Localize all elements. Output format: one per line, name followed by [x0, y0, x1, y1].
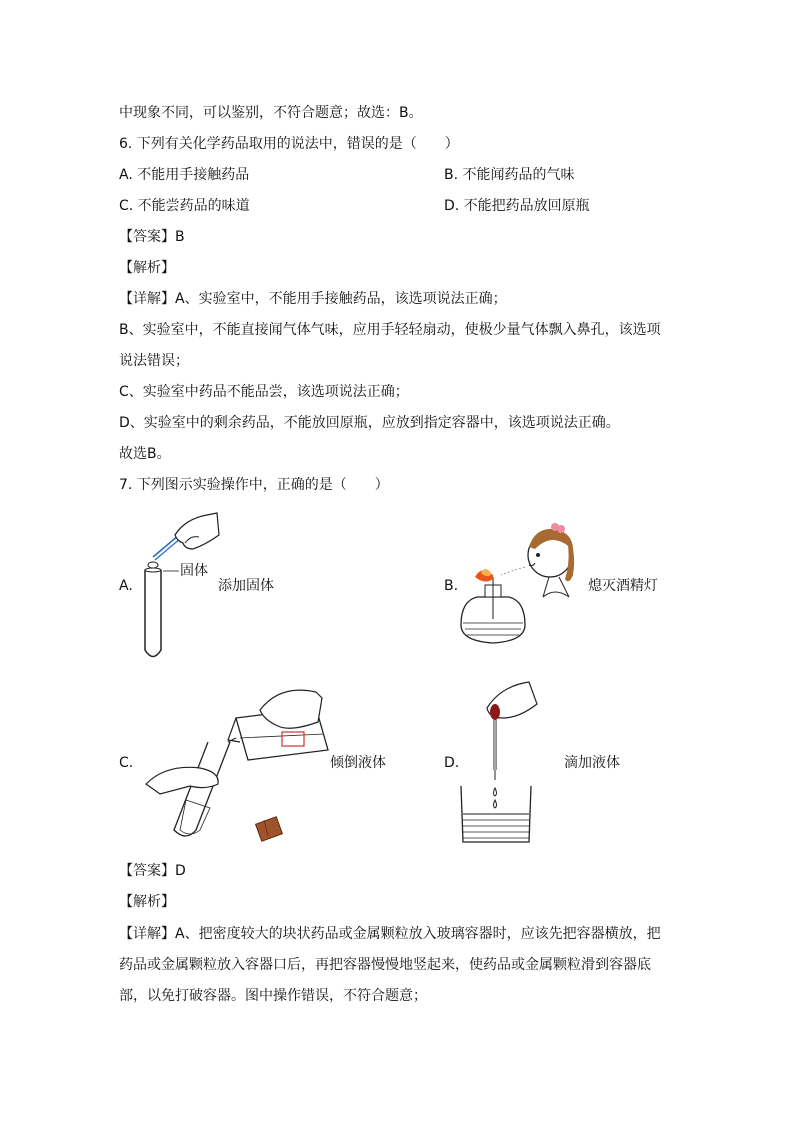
figure-d-drawing	[455, 678, 545, 848]
q6-option-a: A. 不能用手接触药品	[119, 167, 250, 183]
figure-b-letter: B.	[444, 578, 459, 594]
explanation-line: D、实验室中的剩余药品，不能放回原瓶，应放到指定容器中，该选项说法正确。	[119, 415, 620, 431]
explanation-line: 故选B。	[119, 446, 171, 462]
figure-c-letter: C.	[119, 755, 134, 771]
explanation-line: C、实验室中药品不能品尝，该选项说法正确；	[119, 384, 409, 400]
text-line: 中现象不同，可以鉴别，不符合题意；故选：B。	[119, 105, 423, 121]
figure-b-drawing	[455, 515, 590, 650]
q6-option-b: B. 不能闻药品的气味	[444, 167, 575, 183]
explanation-line: 【详解】A、把密度较大的块状药品或金属颗粒放入玻璃容器时，应该先把容器横放，把	[119, 926, 661, 942]
question-7: 7. 下列图示实验操作中，正确的是（ ）	[119, 477, 389, 493]
figure-a-letter: A.	[119, 578, 133, 594]
figure-a-caption: 添加固体	[218, 578, 274, 594]
question-6: 6. 下列有关化学药品取用的说法中，错误的是（ ）	[119, 136, 459, 152]
answer-7: 【答案】D	[119, 863, 186, 879]
explanation-line: 【详解】A、实验室中，不能用手接触药品，该选项说法正确；	[119, 291, 507, 307]
figure-d-letter: D.	[444, 755, 460, 771]
q6-option-d: D. 不能把药品放回原瓶	[444, 198, 590, 214]
explanation-line: B、实验室中，不能直接闻气体气味，应用手轻轻扇动，使极少量气体飘入鼻孔，该选项	[119, 322, 661, 338]
figure-b-caption: 熄灭酒精灯	[588, 578, 658, 594]
explanation-line: 部，以免打破容器。图中操作错误，不符合题意；	[119, 988, 427, 1004]
q6-option-c: C. 不能尝药品的味道	[119, 198, 250, 214]
figure-d-caption: 滴加液体	[564, 755, 620, 771]
analysis-6-heading: 【解析】	[119, 260, 175, 276]
explanation-line: 说法错误；	[119, 353, 189, 369]
explanation-line: 药品或金属颗粒放入容器口后，再把容器慢慢地竖起来，使药品或金属颗粒滑到容器底	[119, 957, 651, 973]
figure-c-caption: 倾倒液体	[330, 755, 386, 771]
analysis-7-heading: 【解析】	[119, 894, 175, 910]
figure-a-drawing	[135, 505, 225, 665]
figure-c-drawing	[140, 680, 335, 850]
answer-6: 【答案】B	[119, 229, 185, 245]
figure-a-annotation: 固体	[180, 563, 208, 579]
